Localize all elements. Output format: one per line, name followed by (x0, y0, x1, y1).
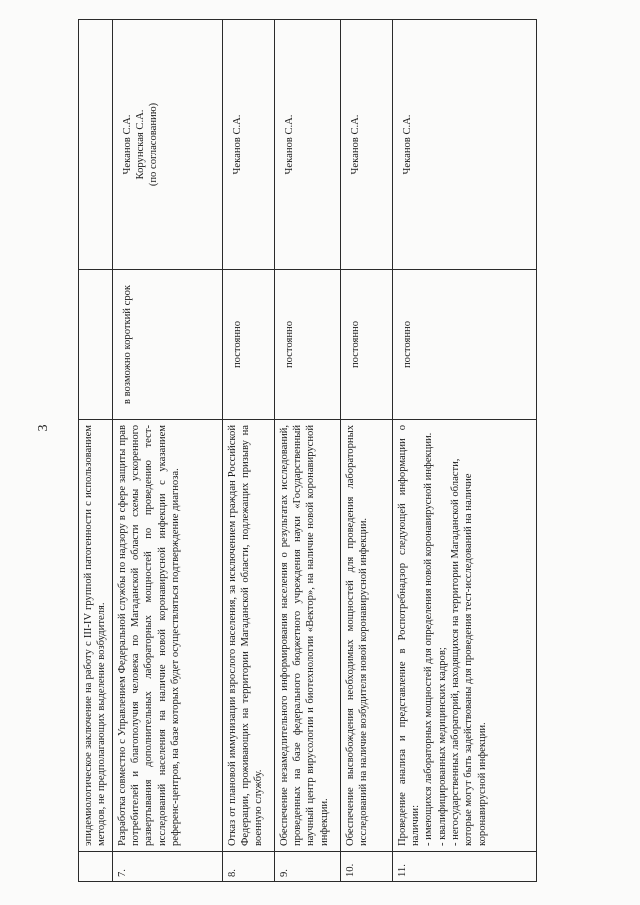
table-row (112, 20, 222, 882)
responsible-person: Чеканов С.А. (231, 114, 243, 175)
table-row (340, 20, 392, 882)
row-term: постоянно (274, 270, 340, 420)
row-responsible (79, 20, 113, 270)
row-number: 7. (112, 852, 222, 882)
responsible-note: (по согласованию) (148, 102, 160, 187)
row-number: 9. (274, 852, 340, 882)
row-action-intro: Проведение анализа и представление в Роспотребнадзор следующей информации о наличии: (396, 425, 422, 846)
responsible-person: Чеканов С.А. (401, 114, 413, 175)
bullet-item: - негосударственных лабораторий, находящихся на территории Магаданской области, которые могут быть задействованы для проведения тест-исследований на наличие коронавирусной инфекции. (450, 458, 488, 846)
bullet-item: - имеющихся лабораторных мощностей для определения новой коронавирусной инфекции. (423, 432, 435, 846)
responsible-person: Корунская С.А. (135, 109, 147, 180)
row-action (392, 420, 536, 852)
row-term: в возможно короткий срок (112, 270, 222, 420)
table-row (274, 20, 340, 882)
row-term (79, 270, 113, 420)
row-action: Разработка совместно с Управлением Федеральной службы по надзору в сфере защиты прав потребителей и благополучия человека по Магаданской области схемы ускоренного развертывания дополнительных лабораторных мощностей по проведению тест-исследований населения на наличие новой коронавирусной инфекции с указанием референс-центров, на базе которых будет осуществляться подтверждение диагноза. (112, 420, 222, 852)
row-responsible (112, 20, 222, 270)
row-responsible (392, 20, 536, 270)
table-row (79, 20, 113, 882)
table-row (392, 20, 536, 882)
row-action: Обеспечение незамедлительного информирования населения о результатах исследований, проведенных на базе федерального бюджетного учреждения науки «Государственный научный центр вирусологии и биотехнологии «Вектор», на наличие новой коронавирусной инфекции. (274, 420, 340, 852)
row-term: постоянно (222, 270, 274, 420)
table-container (78, 20, 532, 882)
row-number: 8. (222, 852, 274, 882)
responsible-person: Чеканов С.А. (121, 114, 133, 175)
responsible-person: Чеканов С.А. (283, 114, 295, 175)
bullet-list (422, 425, 489, 846)
row-action: Обеспечение высвобождения необходимых мощностей для проведения лабораторных исследований на наличие возбудителя новой коронавирусной инфекции. (340, 420, 392, 852)
row-action: Отказ от плановой иммунизации взрослого населения, за исключением граждан Российской Федерации, проживающих на территории Магаданской области, подлежащих призыву на военную службу. (222, 420, 274, 852)
row-responsible (274, 20, 340, 270)
row-number: 10. (340, 852, 392, 882)
row-term: постоянно (392, 270, 536, 420)
row-term: постоянно (340, 270, 392, 420)
table-row (222, 20, 274, 882)
row-number: 11. (392, 852, 536, 882)
row-responsible (340, 20, 392, 270)
bullet-item: - квалифицированных медицинских кадров; (436, 647, 448, 846)
measures-table (78, 19, 537, 882)
page-number: 3 (36, 424, 51, 432)
row-number (79, 852, 113, 882)
row-responsible (222, 20, 274, 270)
responsible-person: Чеканов С.А. (349, 114, 361, 175)
row-action: эпидемиологическое заключение на работу с III-IV группой патогенности с использованием методов, не предполагающих выделение возбудителя. (79, 420, 113, 852)
